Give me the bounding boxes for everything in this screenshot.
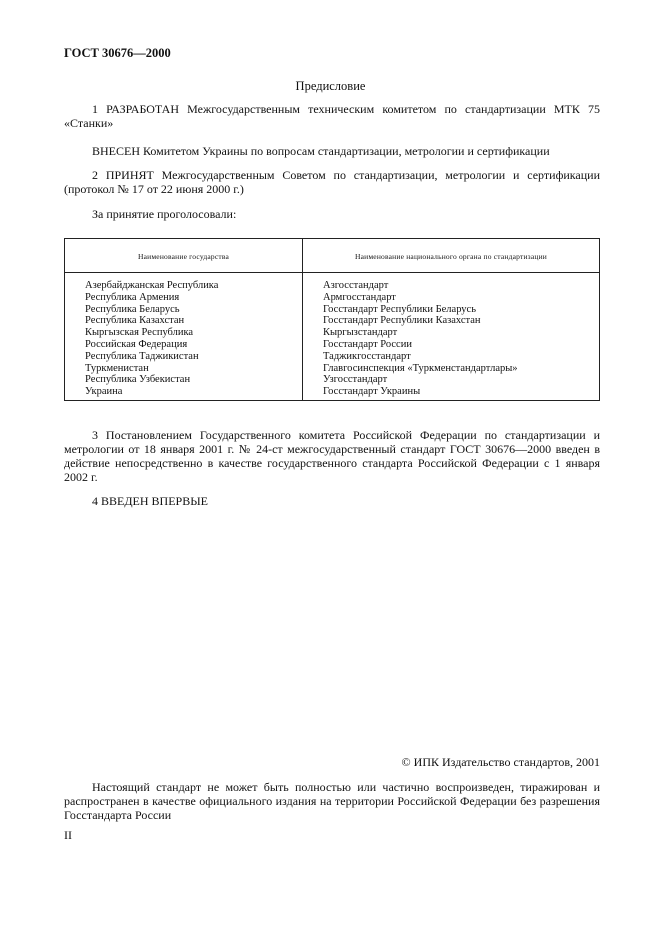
preface-paragraph-3: 2 ПРИНЯТ Межгосударственным Советом по стандартизации, метрологии и сертификации (протокол № 17 от 22 июня 2000 г.)	[64, 168, 600, 196]
reproduction-notice: Настоящий стандарт не может быть полностью или частично воспроизведен, тиражирован и распространен в качестве официального издания на территории Российской Федерации без разрешения Госстандарта России	[64, 780, 600, 822]
table-cell-state: Республика Казахстан	[85, 315, 185, 327]
page-number: II	[64, 828, 72, 842]
table-header-divider	[65, 272, 599, 273]
table-cell-body: Госстандарт России	[323, 338, 412, 350]
preface-paragraph-4: За принятие проголосовали:	[92, 207, 237, 221]
preface-title: Предисловие	[295, 79, 366, 93]
table-cell-body: Госстандарт Республики Беларусь	[323, 303, 477, 315]
document-code: ГОСТ 30676—2000	[64, 46, 171, 60]
table-cell-state: Кыргызская Республика	[85, 327, 194, 339]
table-cell-body: Главгосинспекция «Туркменстандартлары»	[323, 362, 518, 374]
preface-paragraph-6: 4 ВВЕДЕН ВПЕРВЫЕ	[92, 494, 208, 508]
table-cell-state: Украина	[85, 386, 123, 398]
vote-table	[64, 238, 600, 401]
table-header-body: Наименование национального органа по стандартизации	[355, 252, 547, 261]
state-list	[85, 280, 218, 398]
preface-paragraph-1: 1 РАЗРАБОТАН Межгосударственным техническим комитетом по стандартизации МТК 75 «Станки»	[64, 102, 600, 130]
table-cell-body: Армгосстандарт	[323, 291, 396, 303]
table-cell-body: Госстандарт Украины	[323, 386, 421, 398]
table-cell-state: Республика Узбекистан	[85, 374, 191, 386]
table-cell-state: Республика Армения	[85, 291, 180, 303]
preface-paragraph-5: 3 Постановлением Государственного комитета Российской Федерации по стандартизации и метрологии от 18 января 2001 г. № 24-ст межгосударственный стандарт ГОСТ 30676—2000 введен в действие непосредственно в качестве государственного стандарта Российской Федерации с 1 января 2002 г.	[64, 428, 600, 484]
table-cell-body: Госстандарт Республики Казахстан	[323, 315, 481, 327]
copyright-line: © ИПК Издательство стандартов, 2001	[401, 755, 600, 769]
preface-paragraph-2: ВНЕСЕН Комитетом Украины по вопросам стандартизации, метрологии и сертификации	[92, 144, 550, 158]
table-header-state: Наименование государства	[137, 252, 229, 261]
table-cell-body: Узгосстандарт	[323, 374, 388, 386]
table-cell-state: Республика Беларусь	[85, 303, 180, 315]
table-column-divider	[302, 239, 303, 400]
table-cell-body: Кыргызстандарт	[323, 327, 398, 339]
table-cell-state: Азербайджанская Республика	[85, 280, 219, 291]
table-cell-body: Таджикгосстандарт	[323, 350, 411, 362]
table-cell-state: Туркменистан	[85, 362, 149, 374]
table-cell-state: Республика Таджикистан	[85, 350, 199, 362]
body-list	[323, 280, 518, 398]
table-cell-body: Азгосстандарт	[323, 280, 389, 291]
table-cell-state: Российская Федерация	[85, 338, 188, 350]
